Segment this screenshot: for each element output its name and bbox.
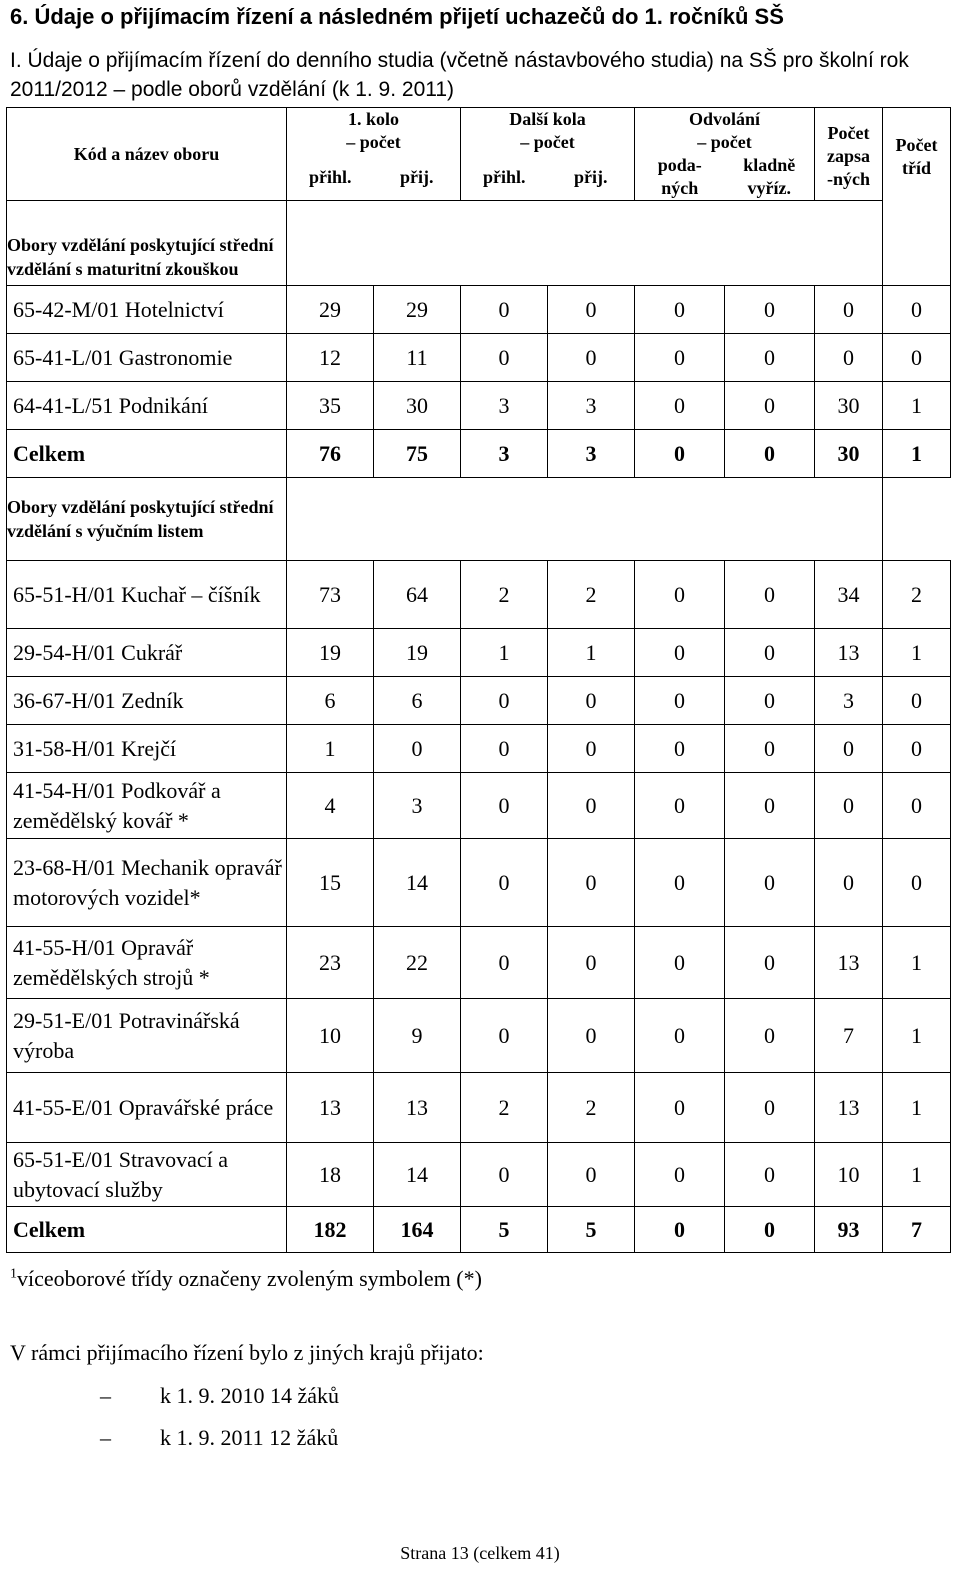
header-classes bbox=[883, 108, 951, 286]
cell-value: 0 bbox=[725, 1073, 815, 1143]
cell-value: 0 bbox=[548, 677, 635, 725]
cell-value: 0 bbox=[815, 286, 883, 334]
cell-value: 0 bbox=[725, 839, 815, 927]
cell-value: 5 bbox=[548, 1207, 635, 1253]
cell-value: 1 bbox=[548, 629, 635, 677]
cell-value: 1 bbox=[883, 430, 951, 478]
header-enrolled bbox=[815, 108, 883, 201]
table-row bbox=[7, 286, 951, 334]
table-row bbox=[7, 334, 951, 382]
cell-value: 22 bbox=[374, 927, 461, 999]
cell-value: 0 bbox=[725, 286, 815, 334]
field-name: Celkem bbox=[7, 430, 287, 478]
cell-value: 0 bbox=[883, 286, 951, 334]
section-2-title: Obory vzdělání poskytující střední vzdělání s výučním listem bbox=[7, 478, 287, 561]
cell-value: 0 bbox=[548, 1143, 635, 1207]
cell-value: 13 bbox=[815, 1073, 883, 1143]
cell-value: 10 bbox=[815, 1143, 883, 1207]
cell-value: 0 bbox=[815, 725, 883, 773]
header-next-rounds-label: Další kola bbox=[509, 109, 586, 129]
cell-value: 30 bbox=[815, 382, 883, 430]
cell-value: 13 bbox=[287, 1073, 374, 1143]
table-row bbox=[7, 773, 951, 839]
table-row bbox=[7, 999, 951, 1073]
list-dash: – bbox=[100, 1383, 111, 1408]
cell-value: 76 bbox=[287, 430, 374, 478]
header-submitted-line: ných bbox=[661, 178, 699, 198]
header-classes-line: tříd bbox=[902, 158, 932, 178]
cell-value: 0 bbox=[635, 1073, 725, 1143]
table-row bbox=[7, 677, 951, 725]
header-applied-2: přihl. bbox=[461, 154, 548, 201]
cell-value: 0 bbox=[725, 561, 815, 629]
cell-value: 9 bbox=[374, 999, 461, 1073]
header-count-label: – počet bbox=[520, 132, 575, 152]
field-name: 41-54-H/01 Podkovář a zemědělský kovář * bbox=[7, 773, 287, 839]
list-item-text: k 1. 9. 2010 14 žáků bbox=[160, 1383, 340, 1408]
cell-value: 0 bbox=[883, 725, 951, 773]
cell-value: 1 bbox=[287, 725, 374, 773]
total-row bbox=[7, 430, 951, 478]
cell-value: 0 bbox=[635, 773, 725, 839]
header-count-label: – počet bbox=[346, 132, 401, 152]
admissions-table bbox=[6, 107, 951, 1253]
cell-value: 1 bbox=[883, 927, 951, 999]
list-item-text: k 1. 9. 2011 12 žáků bbox=[160, 1425, 339, 1450]
table-row bbox=[7, 1143, 951, 1207]
cell-value: 29 bbox=[287, 286, 374, 334]
cell-value: 0 bbox=[635, 1207, 725, 1253]
cell-value: 182 bbox=[287, 1207, 374, 1253]
cell-value: 0 bbox=[548, 725, 635, 773]
cell-value: 0 bbox=[635, 999, 725, 1073]
header-admitted-1: přij. bbox=[374, 154, 461, 201]
cell-value: 7 bbox=[883, 1207, 951, 1253]
header-submitted bbox=[635, 154, 725, 201]
header-resolved-line: vyříz. bbox=[747, 178, 791, 198]
cell-value: 0 bbox=[815, 773, 883, 839]
header-count-label: – počet bbox=[697, 132, 752, 152]
cell-value: 0 bbox=[725, 430, 815, 478]
cell-value: 3 bbox=[815, 677, 883, 725]
header-enrolled-line: zapsa bbox=[827, 146, 871, 166]
cell-value: 0 bbox=[635, 561, 725, 629]
cell-value: 12 bbox=[287, 334, 374, 382]
cell-value: 0 bbox=[635, 382, 725, 430]
cell-value: 0 bbox=[548, 773, 635, 839]
cell-value: 0 bbox=[815, 839, 883, 927]
cell-value: 0 bbox=[461, 286, 548, 334]
field-name: 65-41-L/01 Gastronomie bbox=[7, 334, 287, 382]
table-row bbox=[7, 561, 951, 629]
header-applied-1: přihl. bbox=[287, 154, 374, 201]
list-dash: – bbox=[100, 1425, 111, 1450]
cell-value: 0 bbox=[635, 927, 725, 999]
section-2-row bbox=[7, 478, 951, 561]
cell-value: 13 bbox=[815, 629, 883, 677]
list-item bbox=[100, 1383, 339, 1409]
header-classes-line: Počet bbox=[895, 135, 938, 155]
list-item bbox=[100, 1425, 338, 1451]
cell-value: 3 bbox=[548, 382, 635, 430]
header-submitted-line: poda- bbox=[657, 155, 702, 175]
cell-value: 34 bbox=[815, 561, 883, 629]
cell-value: 13 bbox=[374, 1073, 461, 1143]
cell-value: 0 bbox=[548, 927, 635, 999]
cell-value: 2 bbox=[548, 561, 635, 629]
cell-value: 3 bbox=[548, 430, 635, 478]
field-name: 36-67-H/01 Zedník bbox=[7, 677, 287, 725]
table-row bbox=[7, 839, 951, 927]
cell-value: 0 bbox=[635, 430, 725, 478]
cell-value: 11 bbox=[374, 334, 461, 382]
cell-value: 0 bbox=[461, 999, 548, 1073]
cell-value: 0 bbox=[635, 629, 725, 677]
field-name: 31-58-H/01 Krejčí bbox=[7, 725, 287, 773]
cell-value: 3 bbox=[374, 773, 461, 839]
field-name: 64-41-L/51 Podnikání bbox=[7, 382, 287, 430]
header-row-1 bbox=[7, 108, 951, 155]
header-next-rounds bbox=[461, 108, 635, 155]
footnote-text: víceoborové třídy označeny zvoleným symbolem (*) bbox=[17, 1266, 482, 1291]
page-number: Strana 13 (celkem 41) bbox=[400, 1543, 560, 1563]
cell-value: 0 bbox=[635, 286, 725, 334]
table-row bbox=[7, 927, 951, 999]
header-round-1 bbox=[287, 108, 461, 155]
header-appeals-label: Odvolání bbox=[689, 109, 761, 129]
cell-value: 0 bbox=[725, 334, 815, 382]
cell-value: 0 bbox=[374, 725, 461, 773]
footnote-mark: 1 bbox=[10, 1266, 17, 1282]
cell-value: 0 bbox=[548, 839, 635, 927]
field-name: 41-55-E/01 Opravářské práce bbox=[7, 1073, 287, 1143]
field-name: 65-42-M/01 Hotelnictví bbox=[7, 286, 287, 334]
cell-value: 64 bbox=[374, 561, 461, 629]
cell-value: 0 bbox=[461, 839, 548, 927]
total-row bbox=[7, 1207, 951, 1253]
field-name: 23-68-H/01 Mechanik opravář motorových vozidel* bbox=[7, 839, 287, 927]
header-enrolled-line: Počet bbox=[827, 123, 870, 143]
cell-value: 0 bbox=[725, 999, 815, 1073]
cell-value: 13 bbox=[815, 927, 883, 999]
cell-value: 0 bbox=[725, 629, 815, 677]
cell-value: 2 bbox=[548, 1073, 635, 1143]
cell-value: 14 bbox=[374, 839, 461, 927]
cell-value: 1 bbox=[461, 629, 548, 677]
cell-value: 19 bbox=[287, 629, 374, 677]
cell-value: 18 bbox=[287, 1143, 374, 1207]
cell-value: 1 bbox=[883, 999, 951, 1073]
section-2-blank bbox=[287, 478, 883, 561]
cell-value: 0 bbox=[883, 334, 951, 382]
cell-value: 6 bbox=[374, 677, 461, 725]
cell-value: 0 bbox=[461, 1143, 548, 1207]
cell-value: 0 bbox=[883, 839, 951, 927]
cell-value: 35 bbox=[287, 382, 374, 430]
cell-value: 30 bbox=[374, 382, 461, 430]
cell-value: 0 bbox=[725, 382, 815, 430]
field-name: 65-51-E/01 Stravovací a ubytovací služby bbox=[7, 1143, 287, 1207]
table-row bbox=[7, 1073, 951, 1143]
cell-value: 29 bbox=[374, 286, 461, 334]
field-name: Celkem bbox=[7, 1207, 287, 1253]
cell-value: 0 bbox=[461, 677, 548, 725]
field-name: 41-55-H/01 Opravář zemědělských strojů * bbox=[7, 927, 287, 999]
cell-value: 1 bbox=[883, 1143, 951, 1207]
table-caption: I. Údaje o přijímacím řízení do denního studia (včetně nástavbového studia) na SŠ pro školní rok 2011/2012 – podle oborů vzdělání (k 1. 9. 2011) bbox=[10, 49, 909, 101]
cell-value: 30 bbox=[815, 430, 883, 478]
cell-value: 93 bbox=[815, 1207, 883, 1253]
section-1-blank bbox=[287, 201, 883, 286]
cell-value: 3 bbox=[461, 430, 548, 478]
table-row bbox=[7, 629, 951, 677]
cell-value: 0 bbox=[635, 839, 725, 927]
cell-value: 0 bbox=[461, 773, 548, 839]
cell-value: 0 bbox=[461, 927, 548, 999]
table-row bbox=[7, 725, 951, 773]
field-name: 65-51-H/01 Kuchař – číšník bbox=[7, 561, 287, 629]
cell-value: 0 bbox=[725, 677, 815, 725]
header-resolved bbox=[725, 154, 815, 201]
header-enrolled-line: -ných bbox=[827, 169, 871, 189]
cell-value: 5 bbox=[461, 1207, 548, 1253]
cell-value: 0 bbox=[883, 773, 951, 839]
section-1-row bbox=[7, 201, 951, 286]
cell-value: 73 bbox=[287, 561, 374, 629]
cell-value: 19 bbox=[374, 629, 461, 677]
header-appeals bbox=[635, 108, 815, 155]
field-name: 29-54-H/01 Cukrář bbox=[7, 629, 287, 677]
header-field: Kód a název oboru bbox=[7, 108, 287, 201]
cell-value: 0 bbox=[725, 773, 815, 839]
cell-value: 0 bbox=[461, 334, 548, 382]
cell-value: 75 bbox=[374, 430, 461, 478]
cell-value: 0 bbox=[883, 677, 951, 725]
cell-value: 0 bbox=[725, 1143, 815, 1207]
cell-value: 15 bbox=[287, 839, 374, 927]
cell-value: 0 bbox=[635, 1143, 725, 1207]
cell-value: 1 bbox=[883, 1073, 951, 1143]
cell-value: 3 bbox=[461, 382, 548, 430]
cell-value: 10 bbox=[287, 999, 374, 1073]
table-row bbox=[7, 382, 951, 430]
cell-value: 4 bbox=[287, 773, 374, 839]
cell-value: 0 bbox=[635, 677, 725, 725]
cell-value: 0 bbox=[548, 999, 635, 1073]
cell-value: 0 bbox=[725, 927, 815, 999]
cell-value: 0 bbox=[815, 334, 883, 382]
cell-value: 0 bbox=[548, 286, 635, 334]
cell-value: 23 bbox=[287, 927, 374, 999]
cell-value: 7 bbox=[815, 999, 883, 1073]
cell-value: 0 bbox=[635, 725, 725, 773]
intro-text: V rámci přijímacího řízení bylo z jiných krajů přijato: bbox=[10, 1340, 484, 1365]
cell-value: 0 bbox=[548, 334, 635, 382]
cell-value: 14 bbox=[374, 1143, 461, 1207]
cell-value: 2 bbox=[883, 561, 951, 629]
cell-value: 2 bbox=[461, 1073, 548, 1143]
header-admitted-2: přij. bbox=[548, 154, 635, 201]
cell-value: 6 bbox=[287, 677, 374, 725]
section-heading: 6. Údaje o přijímacím řízení a následném přijetí uchazečů do 1. ročníků SŠ bbox=[10, 4, 784, 29]
header-round-1-label: 1. kolo bbox=[348, 109, 400, 129]
cell-value: 0 bbox=[725, 1207, 815, 1253]
cell-value: 0 bbox=[725, 725, 815, 773]
cell-value: 0 bbox=[635, 334, 725, 382]
footnote bbox=[10, 1266, 482, 1292]
cell-value: 1 bbox=[883, 629, 951, 677]
cell-value: 0 bbox=[461, 725, 548, 773]
cell-value: 2 bbox=[461, 561, 548, 629]
section-1-title: Obory vzdělání poskytující střední vzdělání s maturitní zkouškou bbox=[7, 201, 287, 286]
cell-value: 164 bbox=[374, 1207, 461, 1253]
header-resolved-line: kladně bbox=[743, 155, 796, 175]
cell-value: 1 bbox=[883, 382, 951, 430]
field-name: 29-51-E/01 Potravinářská výroba bbox=[7, 999, 287, 1073]
